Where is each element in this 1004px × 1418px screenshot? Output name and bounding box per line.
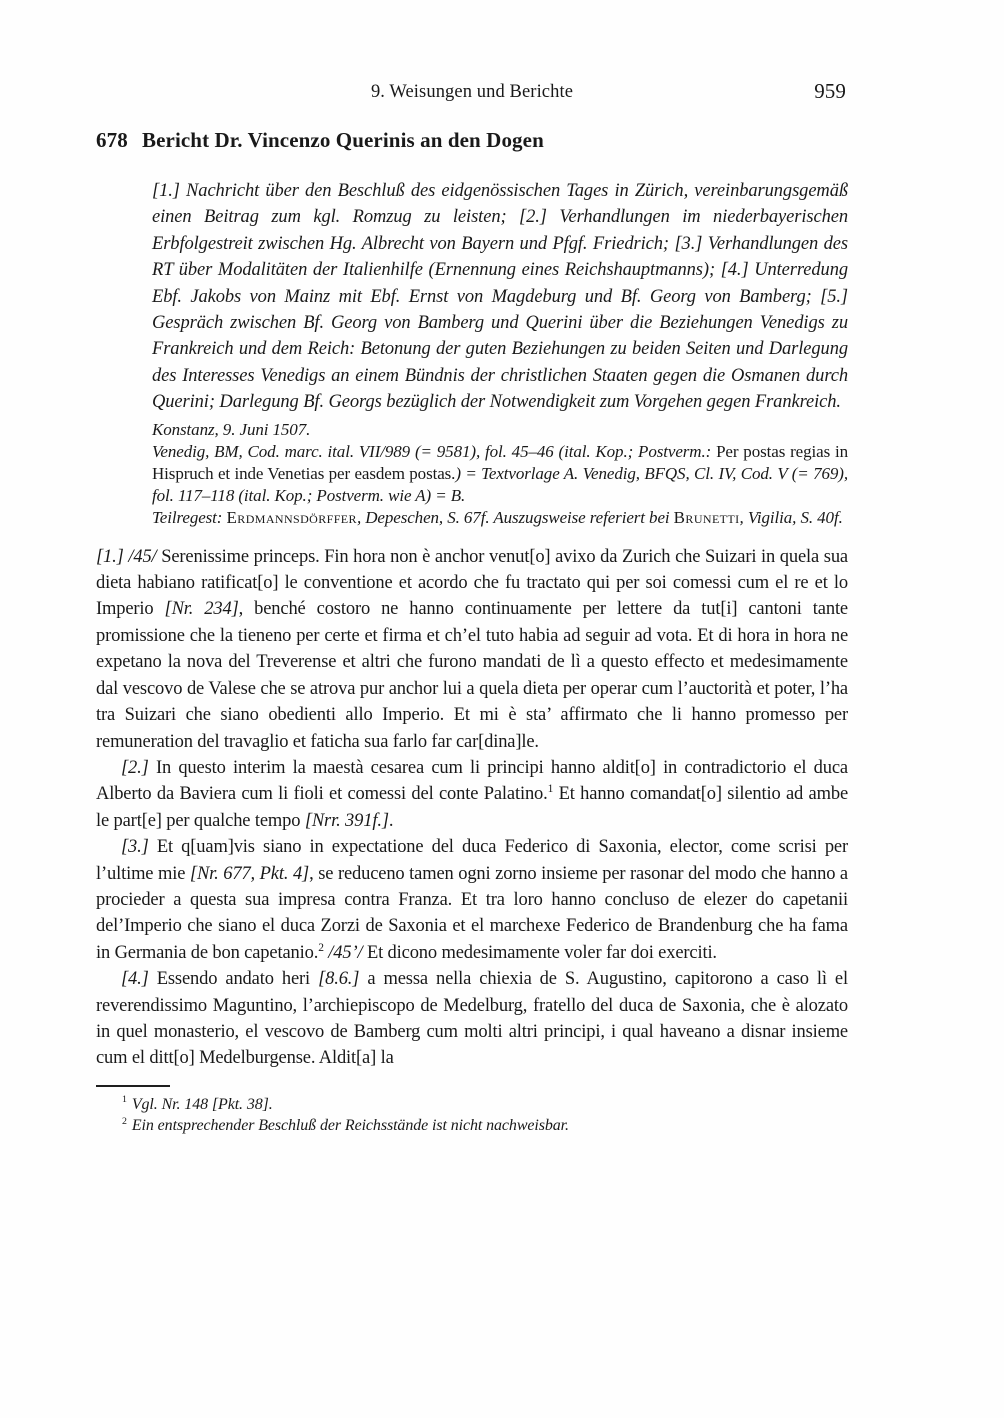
letter-body bbox=[96, 544, 848, 1072]
document-title: Bericht Dr. Vincenzo Querinis an den Dogen bbox=[142, 128, 544, 152]
footnote-2-marker: 2 bbox=[122, 1115, 127, 1127]
source-teilregest: Teilregest: Erdmannsdörffer, Depeschen, S. 67f. Auszugsweise referiert bei Brunetti, Vigilia, S. 40f. bbox=[152, 507, 843, 527]
body-paragraph-1: [1.] /45/ Serenissime princeps. Fin hora non è anchor venut[o] avixo da Zurich che Suizari in quela sua dieta habiano ratificat[o] le conventione et acordo che fu tractato qui per soi comessi cum el re et lo Imperio [Nr. 234], benché costoro ne hanno continuamente per lettere da tut[i] cantoni tante promissione che la tieneno per certe et firma et ch’el tuto habia ad seguir ad vota. Et di hora in hora ne expetano la nova del Treverense et altri che furono mandati de lì a questo effecto et medesimamente dal vescovo de Valese che se atrova pur anchor lui a quela dieta per operar cum l’auctorità et poter, l’ha tra Suizari che siano obedienti allo Imperio. Et mi è sta’ affirmato che li hanno promesso per remuneration del travaglio et faticha sua farlo far car[dina]le. bbox=[96, 546, 848, 752]
body-paragraph-2: [2.] In questo interim la maestà cesarea cum li principi hanno aldit[o] in contradictorio el duca Alberto da Baviera cum li fioli et comessi del conte Palatino.$^1$ Et hanno comandat[o] silentio ad ambe le part[e] per qualche tempo [Nrr. 391f.]. bbox=[96, 757, 849, 831]
document-number: 678 bbox=[96, 128, 128, 152]
footnote-2 bbox=[96, 1115, 848, 1137]
source-block bbox=[152, 419, 848, 529]
footnote-1 bbox=[96, 1094, 848, 1116]
footnote-separator-rule bbox=[96, 1085, 170, 1087]
body-paragraph-4: [4.] Essendo andato heri [8.6.] a messa nella chiexia de S. Augustino, capitorono a caso lì el reverendissimo Maguntino, l’archiepiscopo de Medelburg, fratello del duca de Saxonia, che è alozato in quel monasterio, el vescovo de Bamberg cum molti altri principi, i qual haveano a disnar insieme cum el ditt[o] Medelburgense. Aldit[a] la bbox=[96, 969, 848, 1069]
page-number: 959 bbox=[814, 79, 846, 103]
footnotes bbox=[96, 1085, 848, 1137]
running-header-title: 9. Weisungen und Berichte bbox=[370, 82, 574, 102]
footnote-2-text: Ein entsprechender Beschluß der Reichsstände ist nicht nachweisbar. bbox=[131, 1117, 569, 1135]
regest-summary: [1.] Nachricht über den Beschluß des eidgenössischen Tages in Zürich, vereinbarungsgemäß einen Beitrag zum kgl. Romzug zu leisten; [2.] Verhandlungen im niederbayerischen Erbfolgestreit zwischen Hg. Albrecht von Bayern und Pfgf. Friedrich; [3.] Verhandlungen des RT über Modalitäten der Italienhilfe (Ernennung eines Reichshauptmanns); [4.] Unterredung Ebf. Jakobs von Mainz mit Ebf. Ernst von Magdeburg und Bf. Georg von Bamberg; [5.] Gespräch zwischen Bf. Georg von Bamberg und Querini über die Beziehungen Venedigs zu Frankreich und dem Reich: Betonung der guten Beziehungen zu beiden Seiten und Darlegung des Interesses Venedigs an einem Bündnis der christlichen Staaten gegen die Osmanen durch Querini; Darlegung Bf. Georgs bezüglich der Notwendigkeit zum Vorgehen gegen Frankreich. bbox=[152, 181, 848, 413]
document-heading bbox=[96, 128, 848, 153]
text-block bbox=[96, 79, 849, 1137]
source-provenance: Venedig, BM, Cod. marc. ital. VII/989 (= 9581), fol. 45–46 (ital. Kop.; Postverm.: Per postas regias in Hispruch et inde Venetias per easdem postas.) = Textvorlage A. Venedig, BFQS, Cl. IV, Cod. V (= 769), fol. 117–118 (ital. Kop.; Postverm. wie A) = B. bbox=[152, 441, 848, 505]
footnote-1-marker: 1 bbox=[122, 1094, 127, 1106]
footnote-1-text: Vgl. Nr. 148 [Pkt. 38]. bbox=[131, 1095, 273, 1113]
body-paragraph-3: [3.] Et q[uam]vis siano in expectatione del duca Federico di Saxonia, elector, come scrisi per l’ultime mie [Nr. 677, Pkt. 4], se reduceno tamen ogni zorno insieme per rasonar del modo che hanno a procieder a questa sua impresa contra Franza. Et tra loro hanno concluso de elezer do capetanii del’Imperio che siano el duca Zorzi de Saxonia et el marchexe Federico de Brandenburg che ha fama in Germania de bon capetanio.$^2$ /45’/ Et dicono medesimamente voler far doi exerciti. bbox=[96, 837, 848, 963]
source-dateline: Konstanz, 9. Juni 1507. bbox=[152, 419, 311, 439]
running-header bbox=[96, 79, 848, 108]
